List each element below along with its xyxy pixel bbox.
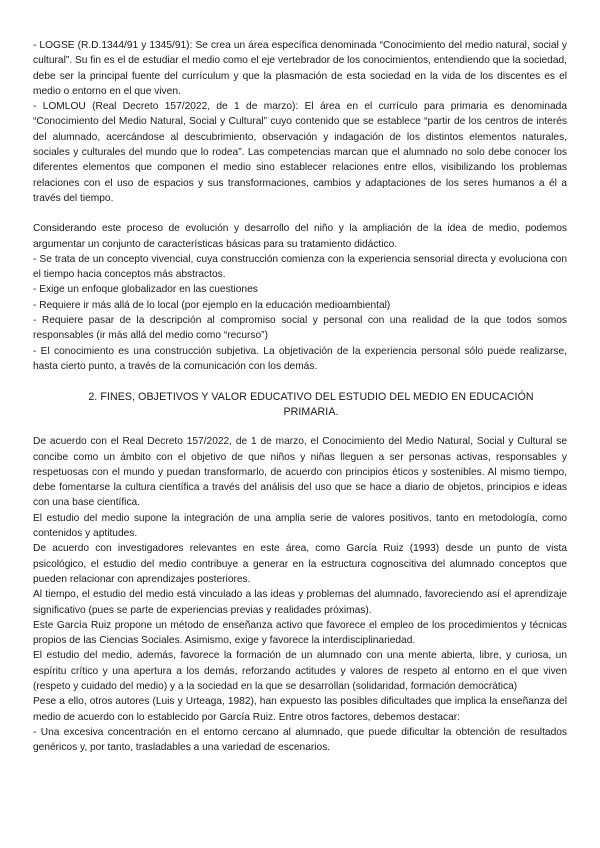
paragraph-considerando: Considerando este proceso de evolución y desarrollo del niño y la ampliación de la idea de medio, podemos argumentar un conjunto de características básicas para su tratamiento didáctico. [33,223,567,250]
list-item: - Exige un enfoque globalizador en las cuestiones [33,284,258,296]
document-page [33,38,567,755]
paragraph: De acuerdo con investigadores relevantes en este área, como García Ruiz (1993) desde un punto de vista psicológico, el estudio del medio contribuye a generar en la estructura cognoscitiva del alumnado conceptos que pueden relacionar con aprendizajes posteriores. [33,543,567,585]
list-item: - Requiere ir más allá de lo local (por ejemplo en la educación medioambiental) [33,299,391,311]
paragraph: Al tiempo, el estudio del medio está vinculado a las ideas y problemas del alumnado, favoreciendo así el aprendizaje significativo (pues se parte de experiencias previas y realidades próximas). [33,589,567,616]
list-item: - El conocimiento es una construcción subjetiva. La objetivación de la experiencia personal sólo puede realizarse, hasta cierto punto, a través de la comunicación con los demás. [33,345,567,372]
list-item: - Una excesiva concentración en el entorno cercano al alumnado, que puede dificultar la obtención de resultados genéricos y, por tanto, trasladables a una variedad de escenarios. [33,726,567,754]
paragraph-gap [33,206,567,221]
paragraph: Este García Ruiz propone un método de enseñanza activo que favorece el empleo de los procedimientos y técnicas propios de las Ciencias Sociales. Asimismo, exige y favorece la interdisciplinariedad. [33,619,567,647]
paragraph-lomlou: - LOMLOU (Real Decreto 157/2022, de 1 de marzo): El área en el currículo para primaria es denominada “Conocimiento del Medio Natural, Social y Cultural” cuyo contenido que se establece “partir de los centros de interés del alumnado, acercándose al descubrimiento, observación y indagación de los distintos elementos naturales, sociales y culturales del mundo que lo rodea”. Las competencias marcan que el alumnado no solo debe conocer los diferentes elementos que componen el medio sino establecer relaciones entre ellos, visibilizando los problemas relaciones con el uso de espacios y sus transformaciones, cambios y adaptaciones de los seres humanos a él a través del tiempo. [33,101,567,204]
paragraph: De acuerdo con el Real Decreto 157/2022, de 1 de marzo, el Conocimiento del Medio Natural, Social y Cultural se concibe como un ámbito con el objetivo de que niños y niñas lleguen a ser personas activas, responsables y respetuosas con el mundo y puedan transformarlo, de acuerdo con principios éticos y sostenibles. Al mismo tiempo, debe fomentarse la cultura científica a través del análisis del uso que se hace a diario de objetos, principios e ideas con una base científica. [33,436,567,509]
list-item: - Requiere pasar de la descripción al compromiso social y personal con una realidad de la que todos somos responsables (ir más allá del medio como “recurso”) [33,315,567,342]
paragraph: Pese a ello, otros autores (Luis y Urteaga, 1982), han expuesto las posibles dificultades que implica la enseñanza del medio de acuerdo con lo establecido por García Ruiz. Entre otros factores, debemos destacar: [33,696,567,723]
section-heading: 2. FINES, OBJETIVOS Y VALOR EDUCATIVO DEL ESTUDIO DEL MEDIO EN EDUCACIÓN PRIMARIA. [88,391,534,419]
paragraph-logse: - LOGSE (R.D.1344/91 y 1345/91): Se crea un área específica denominada “Conocimiento del medio natural, social y cultural”. Su fin es el de estudiar el medio como el eje vertebrador de los conocimientos, entendiendo que la sociedad, debe ser la principal fuente del currículum y que la plasmación de esta sociedad en la vida de los discentes es el medio o entorno en el que viven. [33,40,567,97]
paragraph: El estudio del medio supone la integración de una amplia serie de valores positivos, tanto en metodología, como contenidos y aptitudes. [33,512,567,540]
list-item: - Se trata de un concepto vivencial, cuya construcción comienza con la experiencia sensorial directa y evoluciona con el tiempo hacia conceptos más abstractos. [33,253,567,281]
paragraph: El estudio del medio, además, favorece la formación de un alumnado con una mente abierta, libre, y curiosa, un espíritu crítico y una apertura a los demás, reforzando actitudes y valores de respeto al entorno en el que viven (respeto y cuidado del medio) y a la sociedad en la que se desarrollan (solidaridad, formación democrática) [33,650,567,692]
